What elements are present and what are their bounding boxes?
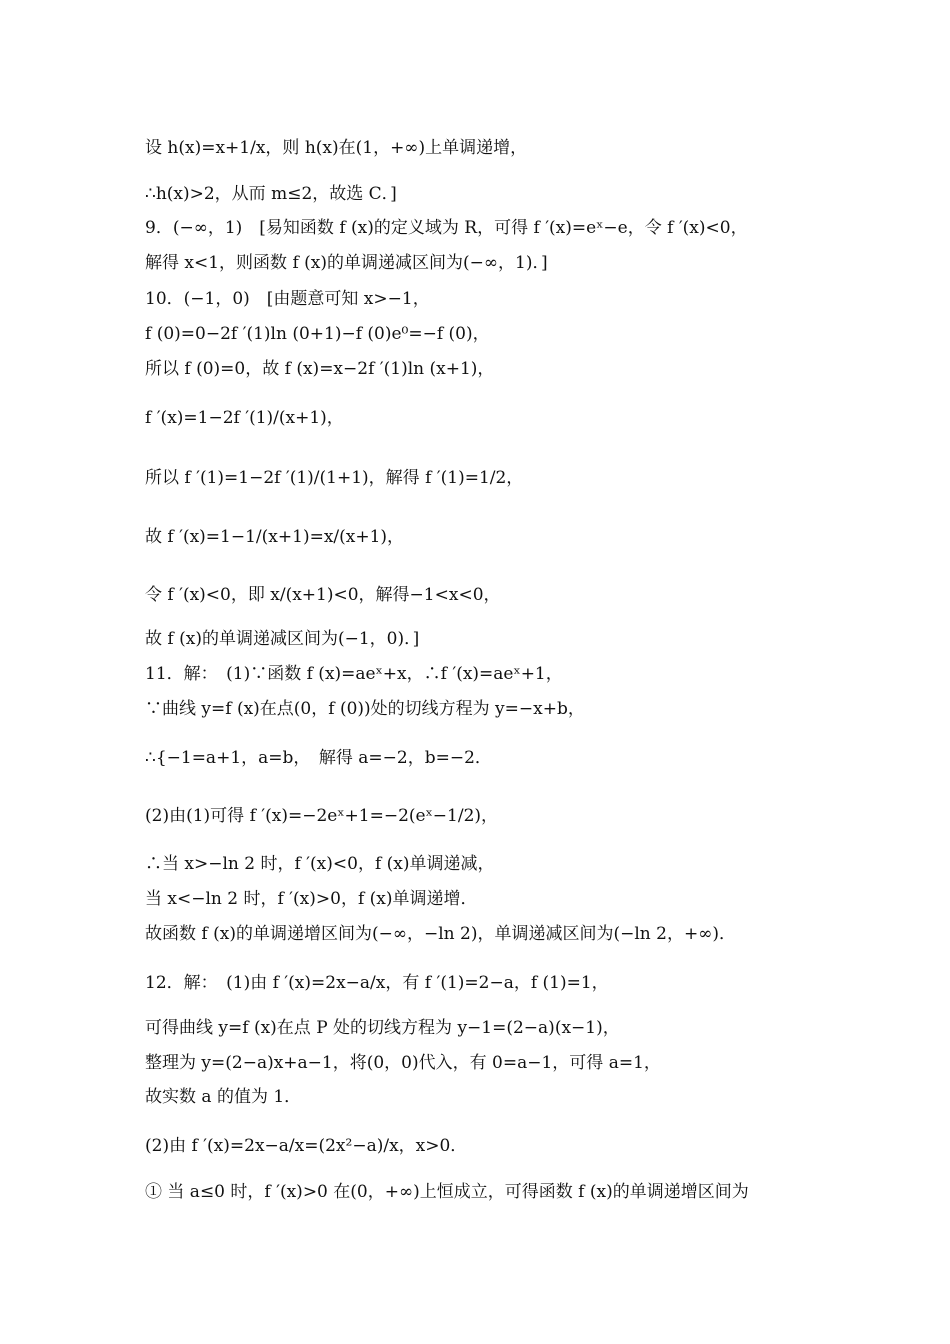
text-line: (2)由(1)可得 f ′(x)=−2eˣ+1=−2(eˣ−1/2)， — [145, 806, 499, 826]
text-line: 9．(−∞，1) [易知函数 f (x)的定义域为 R，可得 f ′(x)=eˣ−e，令 f ′(x)<0， — [145, 218, 748, 238]
text-line: (2)由 f ′(x)=2x−a/x=(2x²−a)/x，x>0． — [145, 1136, 468, 1156]
text-line: 当 x<−ln 2 时，f ′(x)>0，f (x)单调递增． — [145, 889, 478, 909]
text-line: ∴{−1=a+1，a=b， 解得 a=−2，b=−2． — [145, 748, 492, 768]
text-line: f (0)=0−2f ′(1)ln (0+1)−f (0)e⁰=−f (0)， — [145, 324, 490, 344]
text-line: 可得曲线 y=f (x)在点 P 处的切线方程为 y−1=(2−a)(x−1)， — [145, 1018, 620, 1038]
text-line: 故 f ′(x)=1−1/(x+1)=x/(x+1)， — [145, 527, 405, 547]
text-line: 故实数 a 的值为 1． — [145, 1087, 302, 1107]
text-line: 故 f (x)的单调递减区间为(−1，0)．] — [145, 629, 420, 649]
text-line: ① 当 a≤0 时，f ′(x)>0 在(0，+∞)上恒成立，可得函数 f (x)的单调递增区间为 — [145, 1182, 749, 1202]
text-line: 解得 x<1，则函数 f (x)的单调递减区间为(−∞，1)．] — [145, 253, 548, 273]
text-line: 设 h(x)=x+1/x，则 h(x)在(1，+∞)上单调递增， — [145, 138, 528, 158]
text-line: 所以 f ′(1)=1−2f ′(1)/(1+1)，解得 f ′(1)=1/2， — [145, 468, 524, 488]
text-line: ∴h(x)>2，从而 m≤2，故选 C．] — [145, 184, 397, 204]
text-line: ∵曲线 y=f (x)在点(0，f (0))处的切线方程为 y=−x+b， — [145, 699, 585, 719]
text-line: f ′(x)=1−2f ′(1)/(x+1)， — [145, 408, 344, 428]
text-line: 令 f ′(x)<0，即 x/(x+1)<0，解得−1<x<0， — [145, 585, 501, 605]
text-line: 10．(−1，0) [由题意可知 x>−1， — [145, 289, 430, 309]
text-line: 整理为 y=(2−a)x+a−1，将(0，0)代入，有 0=a−1，可得 a=1， — [145, 1053, 661, 1073]
text-line: 所以 f (0)=0，故 f (x)=x−2f ′(1)ln (x+1)， — [145, 359, 495, 379]
text-line: 故函数 f (x)的单调递增区间为(−∞，−ln 2)，单调递减区间为(−ln 2，+∞)． — [145, 924, 736, 944]
text-line: 12．解： (1)由 f ′(x)=2x−a/x，有 f ′(1)=2−a，f (1)=1， — [145, 973, 609, 993]
text-line: ∴当 x>−ln 2 时，f ′(x)<0，f (x)单调递减， — [145, 854, 495, 874]
text-line: 11．解： (1)∵函数 f (x)=aeˣ+x，∴f ′(x)=aeˣ+1， — [145, 664, 563, 684]
